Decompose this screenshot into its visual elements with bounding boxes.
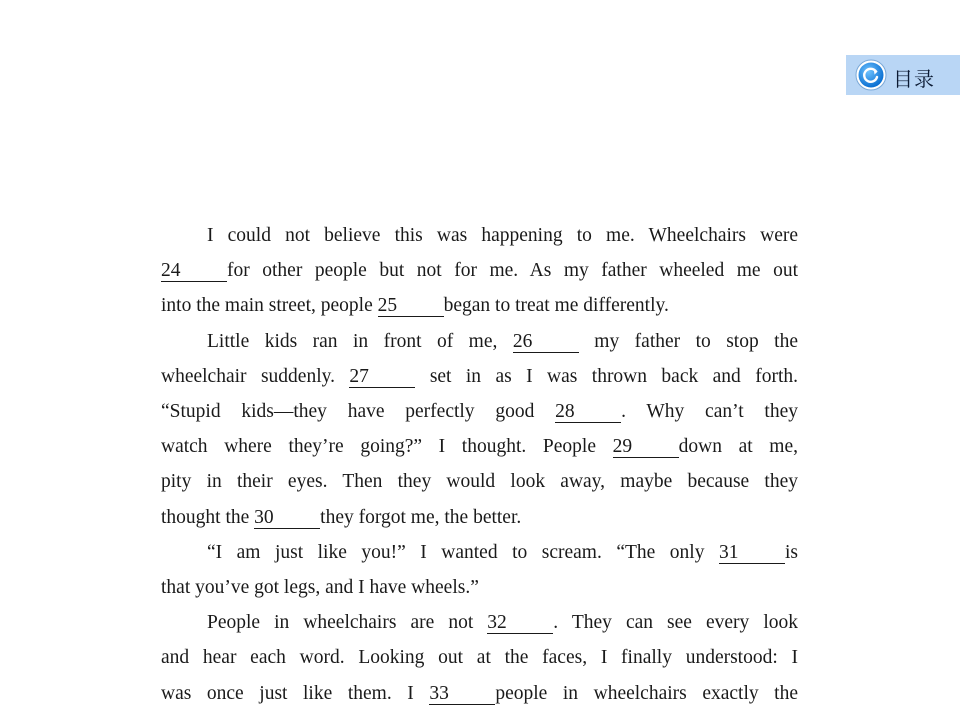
blank-28: 28	[555, 402, 621, 423]
blank-24: 24	[161, 261, 227, 282]
passage-line: “I am just like you!” I wanted to scream. “The only 31 is	[207, 541, 798, 563]
passage-line: watch where they’re going?” I thought. People 29 down at me,	[161, 436, 798, 458]
blank-26: 26	[513, 332, 579, 353]
blank-25: 25	[378, 296, 444, 317]
passage-line: Little kids ran in front of me, 26 my father to stop the	[207, 330, 798, 352]
blank-29: 29	[613, 437, 679, 458]
passage-line: wheelchair suddenly. 27 set in as I was thrown back and forth.	[161, 365, 799, 387]
passage-line: that you’ve got legs, and I have wheels.”	[161, 577, 479, 599]
blank-27: 27	[349, 367, 415, 388]
table-of-contents-label: 目录	[893, 67, 935, 91]
blank-30: 30	[254, 508, 320, 529]
cloze-passage	[161, 218, 798, 711]
passage-line: pity in their eyes. Then they would look away, maybe because they	[161, 471, 798, 493]
circular-arrow-icon	[855, 59, 887, 91]
passage-line: into the main street, people 25 began to treat me differently.	[161, 295, 669, 317]
passage-line: 24 for other people but not for me. As my father wheeled me out	[161, 260, 798, 282]
blank-32: 32	[487, 613, 553, 634]
passage-line: I could not believe this was happening to me. Wheelchairs were	[207, 225, 798, 246]
table-of-contents-button[interactable]	[846, 55, 960, 95]
passage-line: thought the 30 they forgot me, the better.	[161, 506, 522, 528]
passage-line: and hear each word. Looking out at the faces, I finally understood: I	[161, 647, 798, 669]
blank-33: 33	[429, 684, 495, 705]
passage-line: “Stupid kids—they have perfectly good 28 . Why can’t they	[161, 401, 799, 423]
blank-31: 31	[719, 543, 785, 564]
passage-line: was once just like them. I 33 people in wheelchairs exactly the	[161, 682, 799, 704]
passage-line: People in wheelchairs are not 32 . They can see every look	[207, 612, 798, 634]
